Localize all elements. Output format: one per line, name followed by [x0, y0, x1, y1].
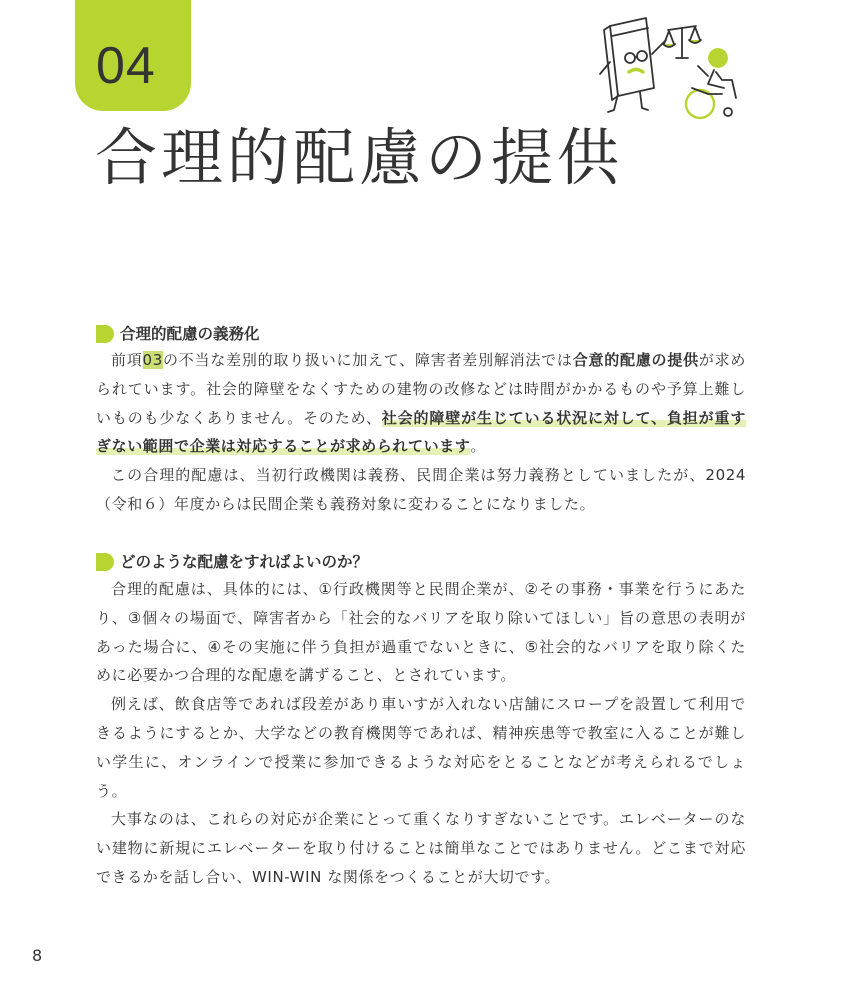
paragraph: この合理的配慮は、当初行政機関は義務、民間企業は努力義務としていましたが、2024（令和６）年度からは民間企業も義務対象に変わることになりました。	[96, 466, 746, 513]
highlighted-emphasis-text: 社会的障壁が生じている状況に対して、負担が重すぎない範囲で企業は対応することが求められています	[96, 408, 746, 456]
paragraph	[96, 346, 746, 461]
law-book-and-wheelchair-illustration	[596, 14, 748, 126]
page-title: 合理的配慮の提供	[95, 121, 624, 194]
text-run: が求められています。社会的障壁をなくすための建物の改修などは時間がかかるものや予算上難しいものも少なくありません。そのため、	[96, 351, 746, 427]
text-run: 。	[470, 437, 487, 456]
heading-marker-icon	[96, 325, 114, 343]
section-heading-label: どのような配慮をすればよいのか？	[120, 553, 369, 571]
section-how-to-body	[96, 575, 746, 892]
page-number: 8	[32, 946, 43, 965]
section-obligation-body	[96, 346, 746, 519]
reference-marker: 03	[142, 351, 163, 369]
section-heading-how-to	[96, 550, 368, 574]
heading-marker-icon	[96, 553, 114, 571]
paragraph: 例えば、飲食店等であれば段差があり車いすが入れない店舗にスロープを設置して利用できるようにするとか、大学などの教育機関等であれば、精神疾患等で教室に入ることが難しい学生に、オンラインで授業に参加できるような対応をとることなどが考えられるでしょう。	[96, 695, 746, 800]
section-heading-label: 合理的配慮の義務化	[120, 325, 260, 343]
section-heading-obligation	[96, 322, 260, 346]
chapter-number: 04	[96, 37, 156, 95]
emphasis-text: 合意的配慮の提供	[572, 351, 699, 369]
text-run: の不当な差別的取り扱いに加えて、障害者差別解消法では	[162, 351, 573, 369]
text-run: 前項	[111, 351, 143, 369]
paragraph: 大事なのは、これらの対応が企業にとって重くなりすぎないことです。エレベーターのない建物に新規にエレベーターを取り付けることは簡単なことではありません。どこまで対応できるかを話し合い、WIN-WIN な関係をつくることが大切です。	[96, 810, 746, 886]
paragraph: 合理的配慮は、具体的には、①行政機関等と民間企業が、②その事務・事業を行うにあたり、③個々の場面で、障害者から「社会的なバリアを取り除いてほしい」旨の意思の表明があった場合に、④その実施に伴う負担が過重でないときに、⑤社会的なバリアを取り除くために必要かつ合理的な配慮を講ずること、とされています。	[96, 580, 746, 685]
